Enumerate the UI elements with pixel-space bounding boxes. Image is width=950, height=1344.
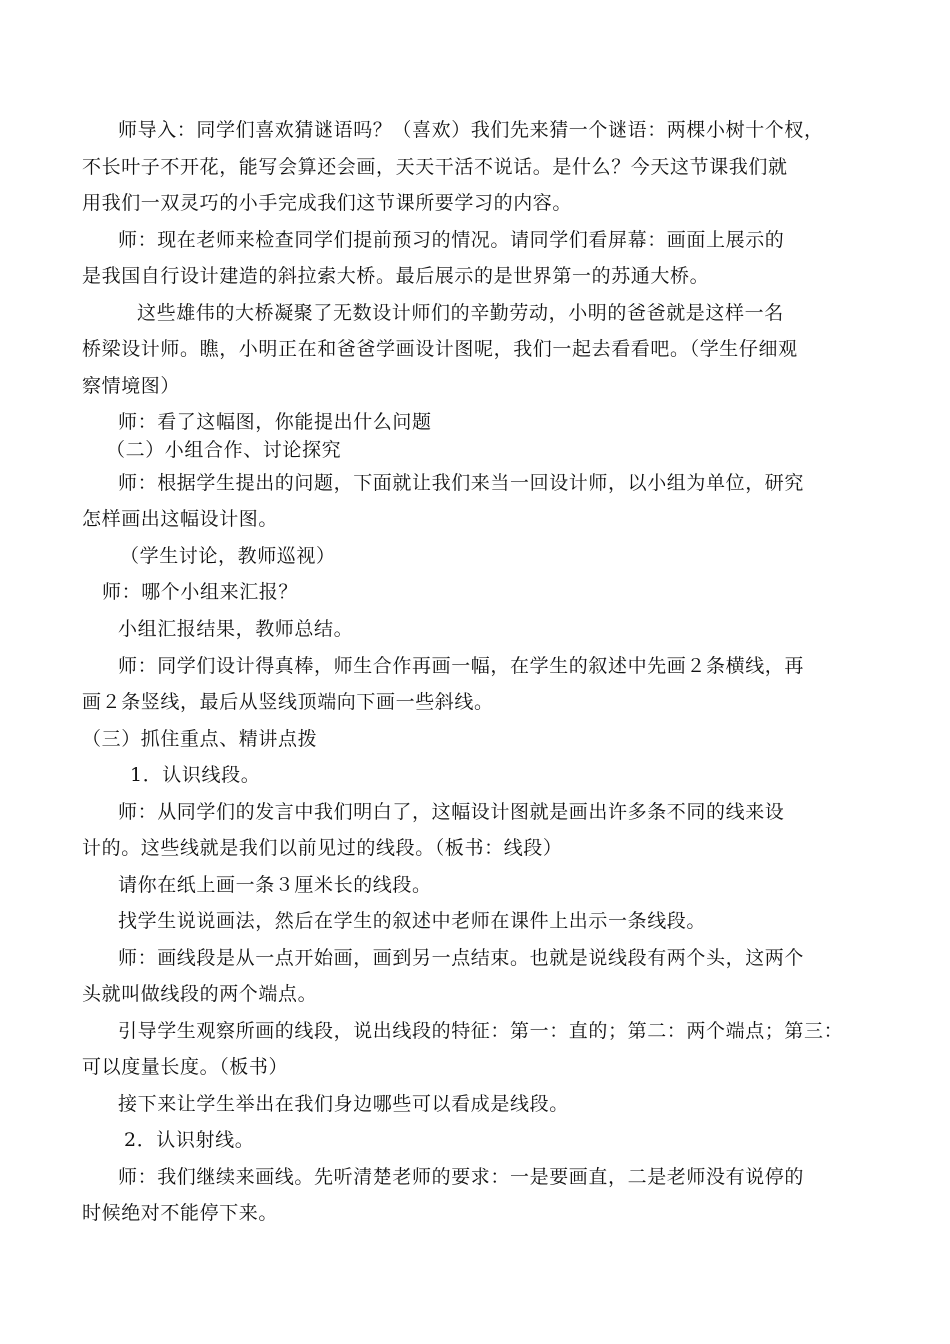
text-line: 用我们一双灵巧的小手完成我们这节课所要学习的内容。 (82, 192, 573, 214)
text-line: 师：哪个小组来汇报？ (102, 581, 299, 603)
text-line: 是我国自行设计建造的斜拉索大桥。最后展示的是世界第一的苏通大桥。 (82, 265, 710, 287)
text-line: 可以度量长度。（板书） (82, 1056, 289, 1078)
text-line: （学生讨论，教师巡视） (120, 545, 336, 567)
text-line: 找学生说说画法，然后在学生的叙述中老师在课件上出示一条线段。 (118, 910, 707, 932)
text-line: 师导入：同学们喜欢猜谜语吗？（喜欢）我们先来猜一个谜语：两棵小树十个杈， (118, 119, 824, 141)
text-line: 师：根据学生提出的问题，下面就让我们来当一回设计师，以小组为单位，研究 (118, 472, 805, 494)
text-line: 师：从同学们的发言中我们明白了，这幅设计图就是画出许多条不同的线来设 (118, 801, 785, 823)
text-line: 这些雄伟的大桥凝聚了无数设计师们的辛勤劳动，小明的爸爸就是这样一名 (137, 302, 784, 324)
text-line: 时候绝对不能停下来。 (82, 1202, 279, 1224)
text-line: 计的。这些线就是我们以前见过的线段。（板书：线段） (82, 837, 563, 859)
text-line: 怎样画出这幅设计图。 (82, 508, 279, 530)
text-line: 不长叶子不开花，能写会算还会画，天天干活不说话。是什么？今天这节课我们就 (82, 156, 788, 178)
subsection-heading: 2．认识射线。 (124, 1129, 255, 1151)
text-line: 桥梁设计师。瞧，小明正在和爸爸学画设计图呢，我们一起去看看吧。（学生仔细观 (82, 338, 798, 360)
text-line: 引导学生观察所画的线段，说出线段的特征：第一：直的；第二：两个端点；第三： (118, 1020, 844, 1042)
subsection-heading: 1．认识线段。 (130, 764, 261, 786)
text-line: 师：现在老师来检查同学们提前预习的情况。请同学们看屏幕：画面上展示的 (118, 229, 785, 251)
text-line: 小组汇报结果，教师总结。 (118, 618, 354, 640)
text-line: 师：同学们设计得真棒，师生合作再画一幅，在学生的叙述中先画２条横线，再 (118, 655, 805, 677)
text-line: 画２条竖线，最后从竖线顶端向下画一些斜线。 (82, 691, 494, 713)
text-line: 师：看了这幅图，你能提出什么问题 (118, 411, 432, 433)
text-line: 接下来让学生举出在我们身边哪些可以看成是线段。 (118, 1093, 569, 1115)
text-line: 察情境图） (82, 375, 181, 397)
text-line: 师：画线段是从一点开始画，画到另一点结束。也就是说线段有两个头，这两个 (118, 947, 805, 969)
section-heading: （二）小组合作、讨论探究 (106, 439, 342, 461)
section-heading: （三）抓住重点、精讲点拨 (82, 728, 318, 750)
text-line: 头就叫做线段的两个端点。 (82, 983, 318, 1005)
text-line: 请你在纸上画一条３厘米长的线段。 (118, 874, 432, 896)
text-line: 师：我们继续来画线。先听清楚老师的要求：一是要画直，二是老师没有说停的 (118, 1166, 805, 1188)
